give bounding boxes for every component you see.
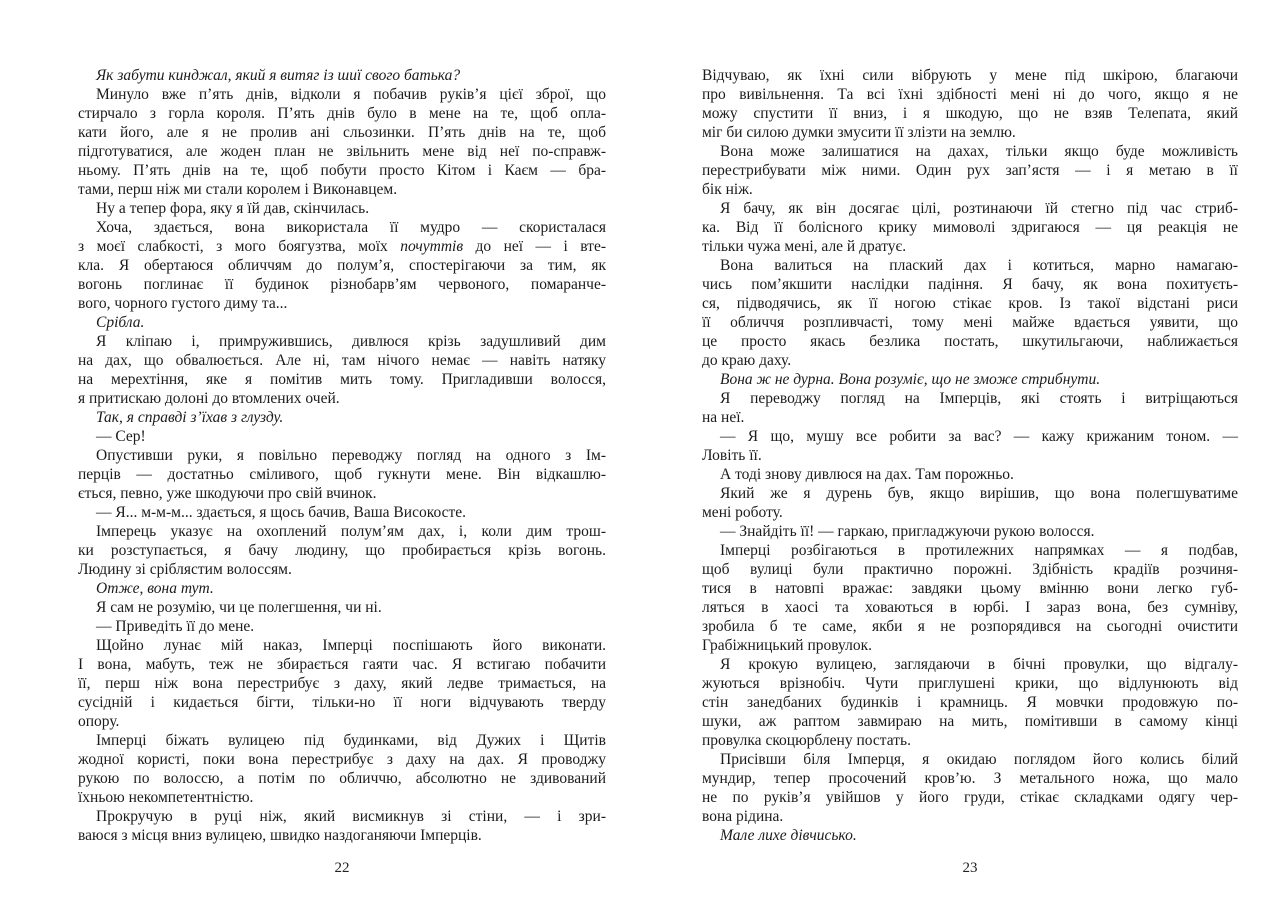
text-line: Як забути кинджал, який я витяг із шиї свого батька?: [96, 67, 461, 84]
text-line: Відчуваю, як їхні сили вібрують у мене під шкірою, благаючи: [702, 67, 1238, 84]
text-line: стирчало з горла короля. П’ять днів було в мене на те, щоб опла-: [78, 105, 606, 122]
paragraph: [702, 655, 1238, 750]
text-line: чись пом’якшити наслідки падіння. Я бачу, як вона похитуєть-: [702, 276, 1238, 293]
text-line: Я кліпаю і, примружившись, дивлюся крізь задушливий дим: [96, 333, 606, 350]
text-line: вона рідина.: [702, 808, 784, 825]
text-line: Грабіжницький провулок.: [702, 637, 873, 654]
paragraph: [78, 617, 606, 636]
text-line: зробила б те саме, якби я не розпорядився на сьогодні очистити: [702, 618, 1238, 635]
paragraph: [78, 636, 606, 731]
paragraph: [78, 522, 606, 579]
text-line: Вона валиться на плаский дах і котиться, марно намагаю-: [720, 257, 1238, 274]
text-line: щоб вулиці були практично порожні. Здібність крадіїв розчиня-: [702, 561, 1238, 578]
text-line: я притискаю долоні до втомлених очей.: [78, 390, 340, 407]
paragraph: [702, 750, 1238, 826]
paragraph: [78, 313, 606, 332]
text-segment: до неї — і вте-: [463, 238, 606, 255]
text-line: Який же я дурень був, якщо вирішив, що вона полегшуватиме: [720, 485, 1238, 502]
text-line: Минуло вже п’ять днів, відколи я побачив руків’я цієї зброї, що: [96, 86, 606, 103]
paragraph: [78, 579, 606, 598]
text-line: — Приведіть її до мене.: [96, 618, 255, 635]
text-line: не по руків’я увійшов у його груди, стікає складками одягу чер-: [702, 789, 1238, 806]
paragraph: [702, 484, 1238, 522]
text-line: — Я... м-м-м... здається, я щось бачив, Ваша Високосте.: [96, 504, 466, 521]
paragraph: [78, 503, 606, 522]
text-line: жодної користі, поки вона перестрибує з даху на дах. Я проводжу: [78, 751, 606, 768]
text-line: мені роботу.: [702, 504, 783, 521]
text-line: бік ніж.: [702, 181, 753, 198]
paragraph: [78, 66, 606, 85]
text-line: — Знайдіть її! — гаркаю, пригладжуючи рукою волосся.: [720, 523, 1095, 540]
text-line: перців — достатньо сміливого, щоб гукнути мене. Він відкашлю-: [78, 466, 606, 483]
paragraph: [78, 807, 606, 845]
text-line: кла. Я обертаюся обличчям до полум’я, спостерігаючи за тим, як: [78, 257, 606, 274]
paragraph: [702, 465, 1238, 484]
text-line: Присівши біля Імперця, я окидаю поглядом його колись білий: [720, 751, 1238, 768]
text-line: Ну а тепер фора, яку я їй дав, скінчилась.: [96, 200, 370, 217]
paragraph: [702, 142, 1238, 199]
text-line: тами, перш ніж ми стали королем і Виконавцем.: [78, 181, 398, 198]
text-line: вого, чорного густого диму та...: [78, 295, 288, 312]
paragraph: [78, 446, 606, 503]
text-line: Людину зі сріблястим волоссям.: [78, 561, 292, 578]
text-line: Імперець указує на охоплений полум’ям дах, і, коли дим трош-: [96, 523, 606, 540]
paragraph: [78, 199, 606, 218]
paragraph: [702, 389, 1238, 427]
text-line: можу спустити її вниз, і я шкодую, що не взяв Телепата, який: [702, 105, 1238, 122]
text-line: на мерехтіння, яке я помітив мить тому. Пригладивши волосся,: [78, 371, 606, 388]
paragraph: [702, 66, 1238, 142]
text-line: Срібла.: [96, 314, 145, 331]
text-line: А тоді знову дивлюся на дах. Там порожньо.: [720, 466, 1014, 483]
text-line: опору.: [78, 713, 120, 730]
text-segment: з моєї слабкості, з мого боягузтва, моїх: [78, 238, 401, 255]
page-number-left: 22: [334, 860, 350, 876]
text-line: Імперці розбігаються в протилежних напрямках — я подбав,: [720, 542, 1238, 559]
text-line: Я переводжу погляд на Імперців, які стоять і витріщаються: [720, 390, 1238, 407]
text-line: її обличчя розпливчасті, тому мені майже вдається уявити, що: [702, 314, 1238, 331]
text-line: Мале лихе дівчисько.: [720, 827, 857, 844]
text-line: їхньою некомпетентністю.: [78, 789, 254, 806]
text-line: жуються врізнобіч. Чути приглушені крики, що відлунюють від: [702, 675, 1238, 692]
paragraph: [702, 522, 1238, 541]
text-line: тися в натовпі вражає: завдяки цьому вмінню вони легко губ-: [702, 580, 1238, 597]
paragraph: [78, 332, 606, 408]
book-page-right-text: [702, 66, 1238, 845]
text-line: Хоча, здається, вона використала її мудро — скористалася: [96, 219, 606, 236]
text-line: Вона може залишатися на дахах, тільки якщо буде можливість: [720, 143, 1238, 160]
text-line: ка. Від її болісного крику мимоволі здригаюся — ця реакція не: [702, 219, 1238, 236]
paragraph: [702, 427, 1238, 465]
text-line: до краю даху.: [702, 352, 792, 369]
text-line: Опустивши руки, я повільно переводжу погляд на одного з Ім-: [96, 447, 606, 464]
text-line: — Сер!: [96, 428, 146, 445]
text-line: Так, я справді з’їхав з глузду.: [96, 409, 284, 426]
text-line: міг би силою думки змусити її злізти на землю.: [702, 124, 1016, 141]
text-line: її, перш ніж вона перестрибує з даху, який ледве тримається, на: [78, 675, 606, 692]
paragraph: [78, 408, 606, 427]
text-line: це просто якась безлика постать, шкутильгаючи, наближається: [702, 333, 1238, 350]
paragraph: [78, 427, 606, 446]
text-line: шуки, аж раптом завмираю на мить, помітивши в самому кінці: [702, 713, 1238, 730]
text-line: стін занедбаних будинків і крамниць. Я мовчки продовжую по-: [702, 694, 1238, 711]
paragraph: [78, 731, 606, 807]
text-line: вогонь поглинає її будинок різнобарв’ям червоного, помаранче-: [78, 276, 606, 293]
paragraph: [78, 218, 606, 313]
emphasized-text: почуттів: [400, 238, 464, 255]
text-line: — Я що, мушу все робити за вас? — кажу крижаним тоном. —: [720, 428, 1238, 445]
text-line: сусідній і кидається бігти, тільки-но її ноги відчувають тверду: [78, 694, 606, 711]
text-line: [78, 237, 606, 256]
paragraph: [78, 85, 606, 199]
text-line: ньому. П’ять днів на те, щоб побути просто Кітом і Каєм — бра-: [78, 162, 606, 179]
text-line: ляться в хаосі та ховаються в юрбі. І зараз вона, без сумніву,: [702, 599, 1238, 616]
text-line: тільки чужа мені, але й дратує.: [702, 238, 907, 255]
text-line: на дах, що обвалюється. Але ні, там нічого немає — навіть натяку: [78, 352, 606, 369]
paragraph: [78, 598, 606, 617]
text-line: Вона ж не дурна. Вона розуміє, що не зможе стрибнути.: [720, 371, 1101, 388]
text-line: ки розступається, я бачу людину, що пробирається крізь вогонь.: [78, 542, 606, 559]
text-line: Отже, вона тут.: [96, 580, 214, 597]
text-line: провулка скоцюрблену постать.: [702, 732, 911, 749]
text-line: про вивільнення. Та всі їхні здібності мені ні до чого, якщо я не: [702, 86, 1238, 103]
text-line: Я крокую вулицею, заглядаючи в бічні провулки, що відгалу-: [720, 656, 1238, 673]
text-line: кати його, але я не пролив ані сльозинки. П’ять днів на те, щоб: [78, 124, 606, 141]
text-line: ся, підводячись, як її ногою стікає кров. Із такої відстані риси: [702, 295, 1238, 312]
text-line: рукою по волоссю, а потім по обличчю, абсолютно не здивований: [78, 770, 606, 787]
text-line: ваюся з місця вниз вулицею, швидко наздоганяючи Імперців.: [78, 827, 482, 844]
paragraph: [702, 199, 1238, 256]
paragraph: [702, 826, 1238, 845]
text-line: на неї.: [702, 409, 745, 426]
text-line: мундир, тепер просочений кров’ю. З метального ножа, що мало: [702, 770, 1238, 787]
text-line: перестрибувати між ними. Один рух зап’ястя — і я метаю в її: [702, 162, 1238, 179]
text-line: Імперці біжать вулицею під будинками, від Дужих і Щитів: [96, 732, 606, 749]
text-line: ється, певно, уже шкодуючи про свій вчинок.: [78, 485, 377, 502]
text-line: Прокручую в руці ніж, який висмикнув зі стіни, — і зри-: [96, 808, 606, 825]
text-line: Я бачу, як він досягає цілі, розтинаючи їй стегно під час стриб-: [720, 200, 1238, 217]
page-number-right: 23: [962, 860, 978, 876]
text-line: Щойно лунає мій наказ, Імперці поспішають його виконати.: [96, 637, 606, 654]
paragraph: [702, 370, 1238, 389]
book-page-left-text: [78, 66, 606, 845]
text-line: Я сам не розумію, чи це полегшення, чи ні.: [96, 599, 382, 616]
text-line: Ловіть її.: [702, 447, 762, 464]
paragraph: [702, 541, 1238, 655]
text-line: підготуватися, але жоден план не звільнить мене від неї по-справж-: [78, 143, 606, 160]
text-line: І вона, мабуть, теж не збирається гаяти час. Я встигаю побачити: [78, 656, 606, 673]
paragraph: [702, 256, 1238, 370]
